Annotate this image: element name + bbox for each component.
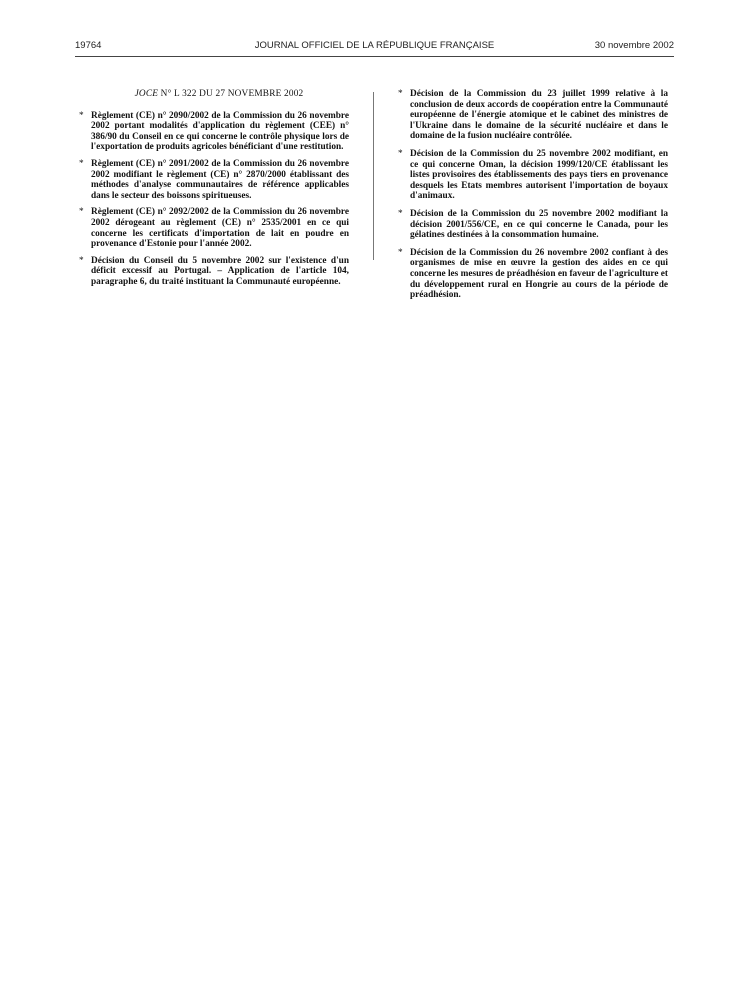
list-item (398, 248, 668, 301)
asterisk-marker: * (79, 207, 84, 218)
asterisk-marker: * (79, 158, 84, 169)
entry-text: Règlement (CE) n° 2092/2002 de la Commission du 26 novembre 2002 dérogeant au règlement (CE) n° 2535/2001 en ce qui concerne les certificats d'importation de lait en poudre en provenance d'Estonie pour l'année 2002. (91, 207, 349, 250)
asterisk-marker: * (398, 148, 403, 159)
entry-text: Décision du Conseil du 5 novembre 2002 sur l'existence d'un déficit excessif au Portugal. – Application de l'article 104, paragraphe 6, du traité instituant la Communauté européenne. (91, 255, 349, 287)
header-rule (75, 56, 674, 57)
asterisk-marker: * (398, 208, 403, 219)
issue-date: 30 novembre 2002 (594, 40, 674, 51)
left-column (79, 89, 349, 294)
column-divider (373, 92, 374, 260)
asterisk-marker: * (398, 247, 403, 258)
entry-text: Règlement (CE) n° 2090/2002 de la Commission du 26 novembre 2002 portant modalités d'application du règlement (CEE) n° 386/90 du Conseil en ce qui concerne le contrôle physique lors de l'exportation de produits agricoles bénéficiant d'une restitution. (91, 110, 349, 153)
list-item (398, 149, 668, 202)
entry-text: Décision de la Commission du 23 juillet 1999 relative à la conclusion de deux accords de coopération entre la Communauté européenne de l'énergie atomique et le cabinet des ministres de l'Ukraine dans le domaine de la sécurité nucléaire et dans le domaine de la fusion nucléaire contrôlée. (410, 89, 668, 142)
entry-text: Décision de la Commission du 26 novembre 2002 confiant à des organismes de mise en œuvre la gestion des aides en ce qui concerne les mesures de préadhésion en faveur de l'agriculture et du développement rural en Hongrie au cours de la période de préadhésion. (410, 247, 668, 301)
joce-rest: N° L 322 DU 27 NOVEMBRE 2002 (158, 89, 304, 99)
asterisk-marker: * (79, 110, 84, 121)
joce-prefix: JOCE (134, 89, 159, 99)
entry-text: Décision de la Commission du 25 novembre 2002 modifiant, en ce qui concerne Oman, la décision 1999/120/CE établissant les listes provisoires des établissements des pays tiers en provenance desquels les Etats membres autorisent l'importation de boyaux d'animaux. (410, 148, 668, 202)
journal-title: JOURNAL OFFICIEL DE LA RÉPUBLIQUE FRANÇAISE (254, 40, 495, 51)
list-item (79, 256, 349, 288)
entry-text: Règlement (CE) n° 2091/2002 de la Commission du 26 novembre 2002 modifiant le règlement (CE) n° 2870/2000 établissant des méthodes d'analyse communautaires de référence applicables dans le secteur des boissons spiritueuses. (91, 158, 349, 201)
right-column (398, 89, 668, 308)
list-item (79, 207, 349, 249)
entry-text: Décision de la Commission du 25 novembre 2002 modifiant la décision 2001/556/CE, en ce qui concerne le Canada, pour les gélatines destinées à la consommation humaine. (410, 208, 668, 241)
asterisk-marker: * (398, 89, 403, 99)
list-item (79, 159, 349, 201)
list-item (398, 89, 668, 142)
page-number: 19764 (75, 40, 102, 51)
list-item (398, 209, 668, 241)
joce-reference (79, 89, 349, 100)
asterisk-marker: * (79, 255, 84, 266)
list-item (79, 111, 349, 153)
page-header (75, 40, 674, 56)
